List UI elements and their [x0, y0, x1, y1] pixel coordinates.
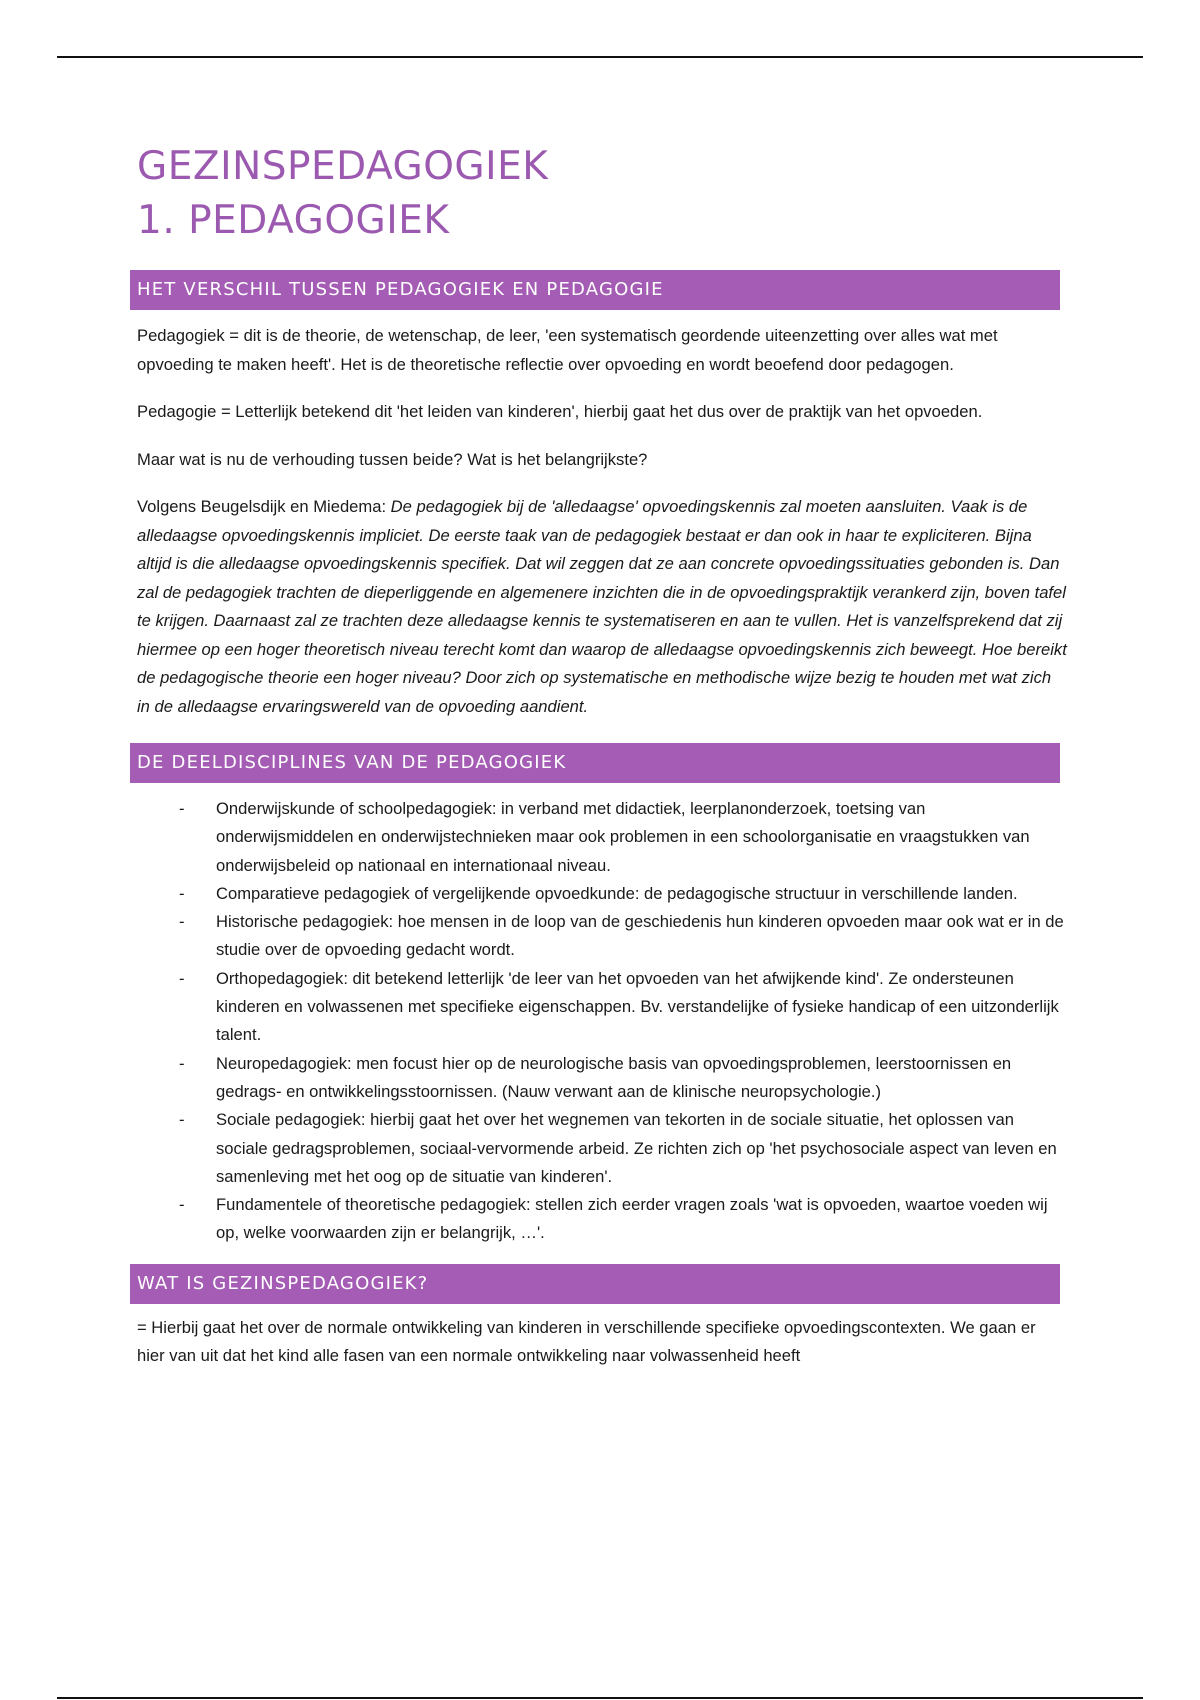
- bullet-dash: -: [179, 968, 185, 988]
- title-line-1: GEZINSPEDAGOGIEK: [137, 144, 549, 189]
- paragraph-quote: [137, 493, 1067, 721]
- list-item: [137, 965, 1067, 1050]
- list-item: [137, 795, 1067, 880]
- list-item: [137, 908, 1067, 965]
- section-heading-verschil: HET VERSCHIL TUSSEN PEDAGOGIEK EN PEDAGOGIE: [130, 270, 1060, 310]
- paragraph-pedagogiek-definition: Pedagogiek = dit is de theorie, de wetenschap, de leer, 'een systematisch geordende uiteenzetting over alles wat met opvoeding te maken heeft'. Het is de theoretische reflectie over opvoeding en wordt beoefend door pedagogen.: [137, 326, 998, 374]
- list-item: [137, 1050, 1067, 1107]
- page-bottom-rule: [57, 1697, 1143, 1699]
- list-item-text: Sociale pedagogiek: hierbij gaat het over het wegnemen van tekorten in de sociale situatie, het oplossen van sociale gedragsproblemen, sociaal-vervormende arbeid. Ze richten zich op 'het psychosociale aspect van leven en samenleving met het oog op de situatie van kinderen'.: [216, 1110, 1057, 1186]
- paragraph-question: Maar wat is nu de verhouding tussen beide? Wat is het belangrijkste?: [137, 449, 648, 469]
- list-item: [137, 880, 1067, 908]
- list-item-text: Historische pedagogiek: hoe mensen in de loop van de geschiedenis hun kinderen opvoeden maar ook wat er in de studie over de opvoeding gedacht wordt.: [216, 912, 1064, 960]
- bullet-dash: -: [179, 1110, 185, 1130]
- section-heading-deeldisciplines: DE DEELDISCIPLINES VAN DE PEDAGOGIEK: [130, 743, 1060, 783]
- paragraph-pedagogie-definition: Pedagogie = Letterlijk betekend dit 'het leiden van kinderen', hierbij gaat het dus over de praktijk van het opvoeden.: [137, 402, 983, 421]
- bullet-dash: -: [179, 912, 185, 932]
- list-item: [137, 1106, 1067, 1191]
- list-item-text: Comparatieve pedagogiek of vergelijkende opvoedkunde: de pedagogische structuur in verschillende landen.: [216, 883, 1018, 903]
- section-heading-gezinspedagogiek: WAT IS GEZINSPEDAGOGIEK?: [130, 1264, 1060, 1304]
- deeldisciplines-list: [137, 795, 1067, 1248]
- quote-intro: Volgens Beugelsdijk en Miedema:: [137, 497, 391, 516]
- quote-text: De pedagogiek bij de 'alledaagse' opvoedingskennis zal moeten aansluiten. Vaak is de alledaagse opvoedingskennis impliciet. De eerste taak van de pedagogiek bestaat er dan ook in haar te expliciteren. Bijna altijd is die alledaagse opvoedingskennis specifiek. Dat wil zeggen dat ze aan concrete opvoedingssituaties gebonden is. Dan zal de pedagogiek trachten de dieperliggende en algemenere inzichten die in de opvoedingspraktijk verankerd zijn, boven tafel te krijgen. Daarnaast zal ze trachten deze alledaagse kennis te systematiseren en aan te vullen. Het is vanzelfsprekend dat zij hiermee op een hoger theoretisch niveau terecht komt dan waarop de alledaagse opvoedingskennis zich beweegt. Hoe bereikt de pedagogische theorie een hoger niveau? Door zich op systematische en methodische wijze bezig te houden met wat zich in de alledaagse ervaringswereld van de opvoeding aandient.: [137, 497, 1067, 716]
- document-title: [137, 140, 1067, 248]
- paragraph-gezinspedagogiek-definition: = Hierbij gaat het over de normale ontwikkeling van kinderen in verschillende specifieke opvoedingscontexten. We gaan er hier van uit dat het kind alle fasen van een normale ontwikkeling naar volwassenheid heeft: [137, 1317, 1036, 1366]
- bullet-dash: -: [179, 799, 185, 818]
- bullet-dash: -: [179, 1195, 185, 1215]
- bullet-dash: -: [179, 1053, 185, 1073]
- document-body: [137, 140, 1067, 1371]
- title-line-2: 1. PEDAGOGIEK: [137, 198, 450, 243]
- list-item-text: Fundamentele of theoretische pedagogiek: stellen zich eerder vragen zoals 'wat is opvoeden, waartoe voeden wij op, welke voorwaarden zijn er belangrijk, …'.: [216, 1195, 1048, 1243]
- list-item: [137, 1191, 1067, 1248]
- page-top-rule: [57, 56, 1143, 58]
- list-item-text: Neuropedagogiek: men focust hier op de neurologische basis van opvoedingsproblemen, leerstoornissen en gedrags- en ontwikkelingsstoornissen. (Nauw verwant aan de klinische neuropsychologie.): [216, 1053, 1012, 1101]
- bullet-dash: -: [179, 883, 185, 903]
- list-item-text: Orthopedagogiek: dit betekend letterlijk 'de leer van het opvoeden van het afwijkende kind'. Ze ondersteunen kinderen en volwassenen met specifieke eigenschappen. Bv. verstandelijke of fysieke handicap of een uitzonderlijk talent.: [216, 968, 1059, 1045]
- list-item-text: Onderwijskunde of schoolpedagogiek: in verband met didactiek, leerplanonderzoek, toetsing van onderwijsmiddelen en onderwijstechnieken maar ook problemen in een schoolorganisatie en vraagstukken van onderwijsbeleid op nationaal en internationaal niveau.: [216, 799, 1030, 875]
